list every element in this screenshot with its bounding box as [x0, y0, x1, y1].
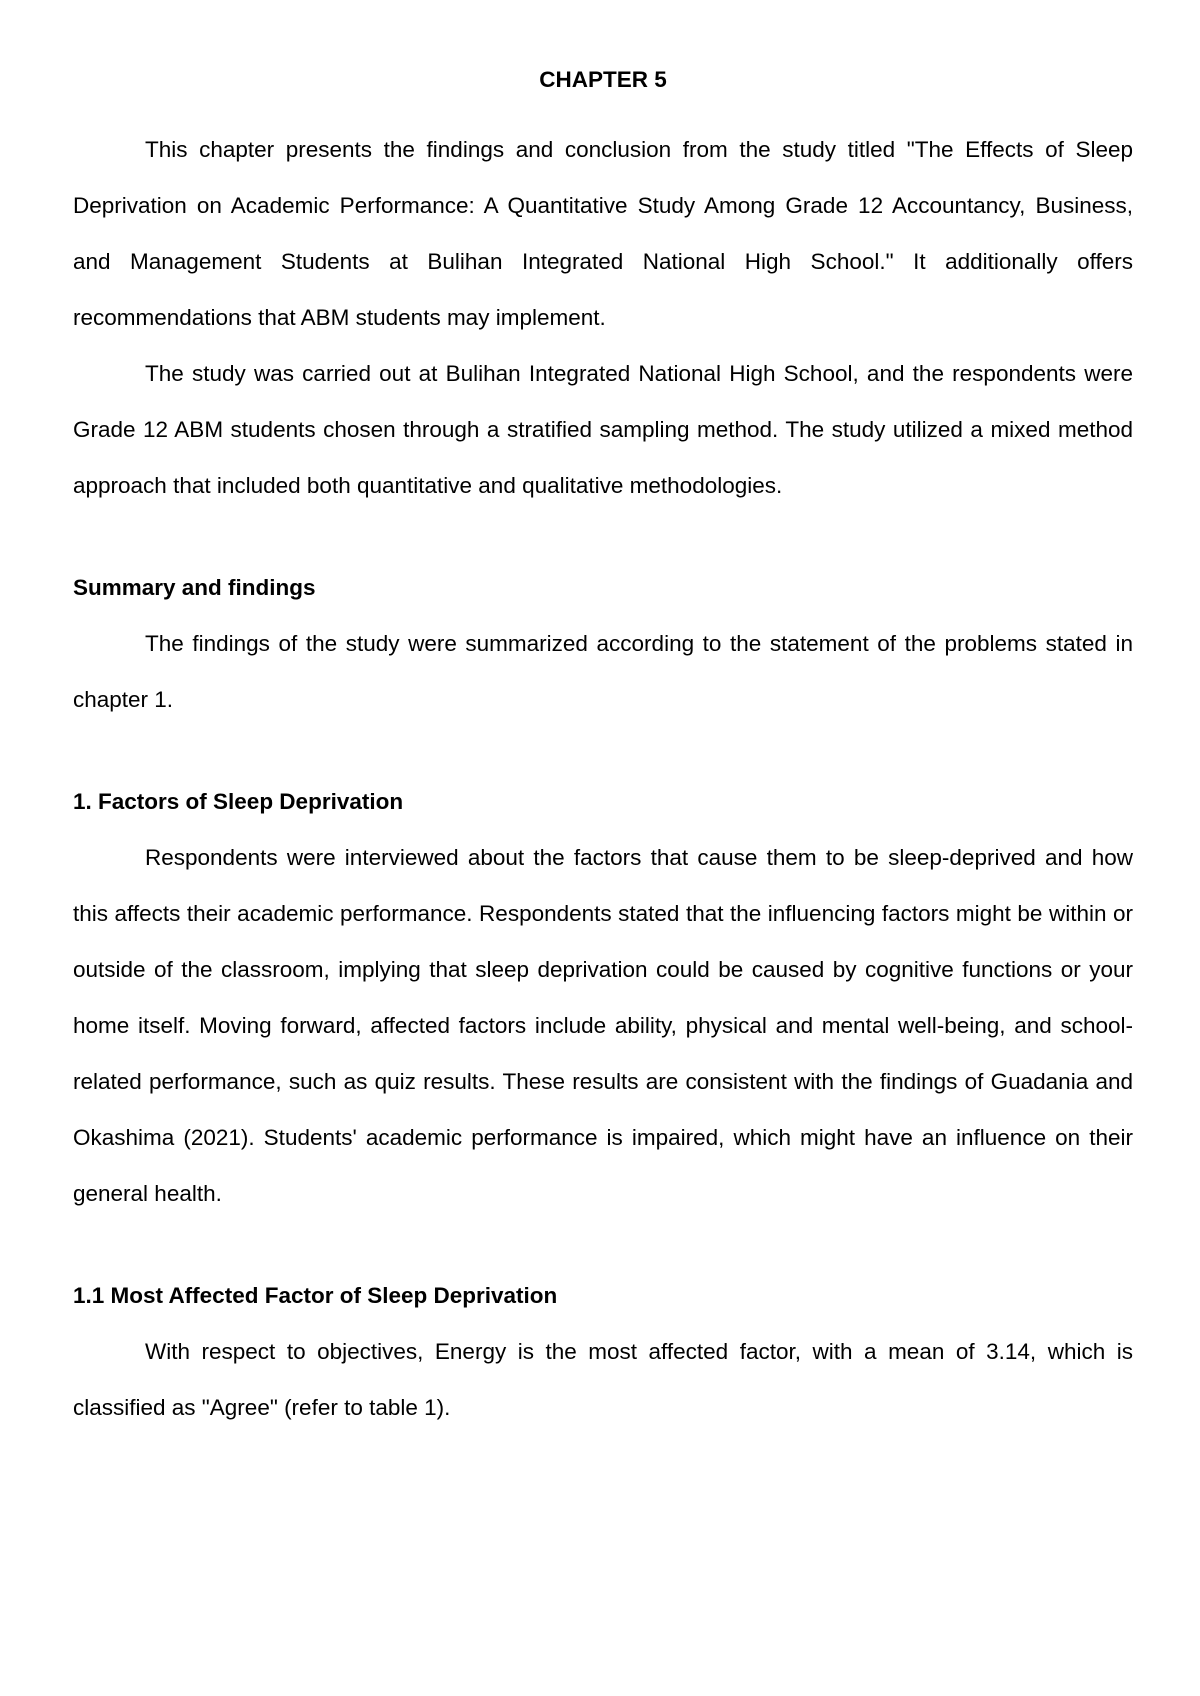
- intro-paragraph-2: The study was carried out at Bulihan Integrated National High School, and the respondents were Grade 12 ABM students chosen through a stratified sampling method. The study utilized a mixed method approach that included both quantitative and qualitative methodologies.: [73, 361, 1133, 498]
- section-1-1-heading: 1.1 Most Affected Factor of Sleep Deprivation: [73, 1283, 558, 1308]
- section-spacer: [73, 514, 1133, 560]
- section-1-paragraph: Respondents were interviewed about the factors that cause them to be sleep-deprived and how this affects their academic performance. Respondents stated that the influencing factors might be within or outside of the classroom, implying that sleep deprivation could be caused by cognitive functions or your home itself. Moving forward, affected factors include ability, physical and mental well-being, and school-related performance, such as quiz results. These results are consistent with the findings of Guadania and Okashima (2021). Students' academic performance is impaired, which might have an influence on their general health.: [73, 845, 1133, 1206]
- section-spacer: [73, 728, 1133, 774]
- intro-paragraph-1: This chapter presents the findings and conclusion from the study titled "The Effects of Sleep Deprivation on Academic Performance: A Quantitative Study Among Grade 12 Accountancy, Business, and Management Students at Bulihan Integrated National High School." It additionally offers recommendations that ABM students may implement.: [73, 137, 1133, 330]
- section-1-1-paragraph: With respect to objectives, Energy is the most affected factor, with a mean of 3.14, which is classified as "Agree" (refer to table 1).: [73, 1339, 1133, 1420]
- summary-paragraph: The findings of the study were summarized according to the statement of the problems stated in chapter 1.: [73, 631, 1133, 712]
- section-spacer: [73, 1222, 1133, 1268]
- page-content: [73, 66, 1133, 1436]
- summary-heading: Summary and findings: [73, 575, 316, 600]
- section-1-heading: 1. Factors of Sleep Deprivation: [73, 789, 404, 814]
- chapter-title: CHAPTER 5: [539, 67, 667, 92]
